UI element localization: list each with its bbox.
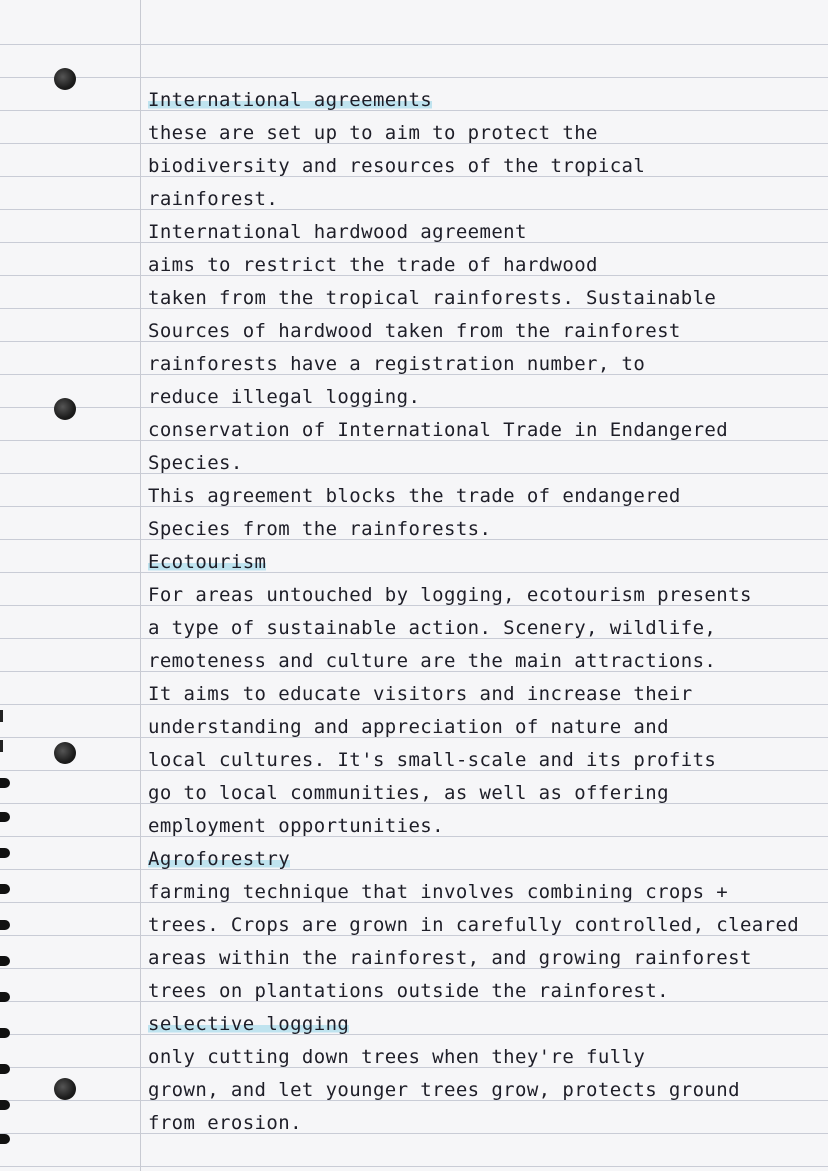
- note-line: [148, 348, 818, 381]
- binding-mark: [0, 1064, 10, 1074]
- line-text: grown, and let younger trees grow, protects ground: [148, 1079, 740, 1101]
- note-line: [148, 447, 818, 480]
- line-text: these are set up to aim to protect the: [148, 122, 598, 144]
- note-line: [148, 183, 818, 216]
- note-line: [148, 942, 818, 975]
- heading-text: selective logging: [148, 1013, 350, 1035]
- handwritten-notes: [148, 84, 818, 1140]
- note-line: [148, 315, 818, 348]
- line-text: remoteness and culture are the main attractions.: [148, 650, 717, 672]
- note-line: [148, 810, 818, 843]
- line-text: go to local communities, as well as offering: [148, 782, 669, 804]
- line-text: Species.: [148, 452, 243, 474]
- line-text: It aims to educate visitors and increase their: [148, 683, 693, 705]
- line-text: Species from the rainforests.: [148, 518, 492, 540]
- line-text: This agreement blocks the trade of endangered: [148, 485, 681, 507]
- note-line: [148, 777, 818, 810]
- line-text: trees on plantations outside the rainforest.: [148, 980, 669, 1002]
- line-text: conservation of International Trade in Endangered: [148, 419, 729, 441]
- note-heading: [148, 84, 818, 117]
- line-text: areas within the rainforest, and growing rainforest: [148, 947, 752, 969]
- line-text: aims to restrict the trade of hardwood: [148, 254, 598, 276]
- binding-mark: [0, 884, 10, 894]
- note-line: [148, 381, 818, 414]
- line-text: reduce illegal logging.: [148, 386, 421, 408]
- note-line: [148, 480, 818, 513]
- binding-mark: [0, 740, 3, 752]
- line-text: International hardwood agreement: [148, 221, 527, 243]
- note-heading: [148, 546, 818, 579]
- note-line: [148, 414, 818, 447]
- note-line: [148, 909, 818, 942]
- note-line: [148, 1041, 818, 1074]
- line-text: understanding and appreciation of nature and: [148, 716, 669, 738]
- heading-text: Ecotourism: [148, 551, 267, 573]
- heading-text: Agroforestry: [148, 848, 291, 870]
- note-line: [148, 513, 818, 546]
- line-text: only cutting down trees when they're fully: [148, 1046, 646, 1068]
- note-line: [148, 249, 818, 282]
- note-line: [148, 876, 818, 909]
- line-text: biodiversity and resources of the tropical: [148, 155, 646, 177]
- note-line: [148, 282, 818, 315]
- punch-hole: [54, 398, 76, 420]
- binding-mark: [0, 778, 10, 788]
- binding-mark: [0, 956, 10, 966]
- binding-mark: [0, 1134, 10, 1144]
- line-text: taken from the tropical rainforests. Sustainable: [148, 287, 717, 309]
- note-line: [148, 711, 818, 744]
- note-line: [148, 645, 818, 678]
- line-text: from erosion.: [148, 1112, 302, 1134]
- line-text: rainforests have a registration number, to: [148, 353, 646, 375]
- punch-hole: [54, 1078, 76, 1100]
- note-line: [148, 150, 818, 183]
- line-text: a type of sustainable action. Scenery, wildlife,: [148, 617, 717, 639]
- line-text: For areas untouched by logging, ecotourism presents: [148, 584, 752, 606]
- binding-mark: [0, 992, 10, 1002]
- note-line: [148, 1074, 818, 1107]
- note-heading: [148, 1008, 818, 1041]
- note-heading: [148, 843, 818, 876]
- binding-mark: [0, 812, 10, 822]
- binding-mark: [0, 920, 10, 930]
- binding-mark: [0, 710, 3, 722]
- note-line: [148, 216, 818, 249]
- line-text: rainforest.: [148, 188, 279, 210]
- binding-mark: [0, 1028, 10, 1038]
- line-text: Sources of hardwood taken from the rainforest: [148, 320, 681, 342]
- binding-mark: [0, 1100, 10, 1110]
- punch-hole: [54, 68, 76, 90]
- line-text: farming technique that involves combining crops +: [148, 881, 729, 903]
- binding-mark: [0, 848, 10, 858]
- margin-line: [140, 0, 141, 1171]
- line-text: employment opportunities.: [148, 815, 444, 837]
- punch-hole: [54, 742, 76, 764]
- note-line: [148, 744, 818, 777]
- note-line: [148, 975, 818, 1008]
- line-text: trees. Crops are grown in carefully controlled, cleared: [148, 914, 800, 936]
- note-line: [148, 117, 818, 150]
- note-line: [148, 579, 818, 612]
- note-line: [148, 678, 818, 711]
- line-text: local cultures. It's small-scale and its profits: [148, 749, 717, 771]
- note-line: [148, 1107, 818, 1140]
- note-line: [148, 612, 818, 645]
- heading-text: International agreements: [148, 89, 433, 111]
